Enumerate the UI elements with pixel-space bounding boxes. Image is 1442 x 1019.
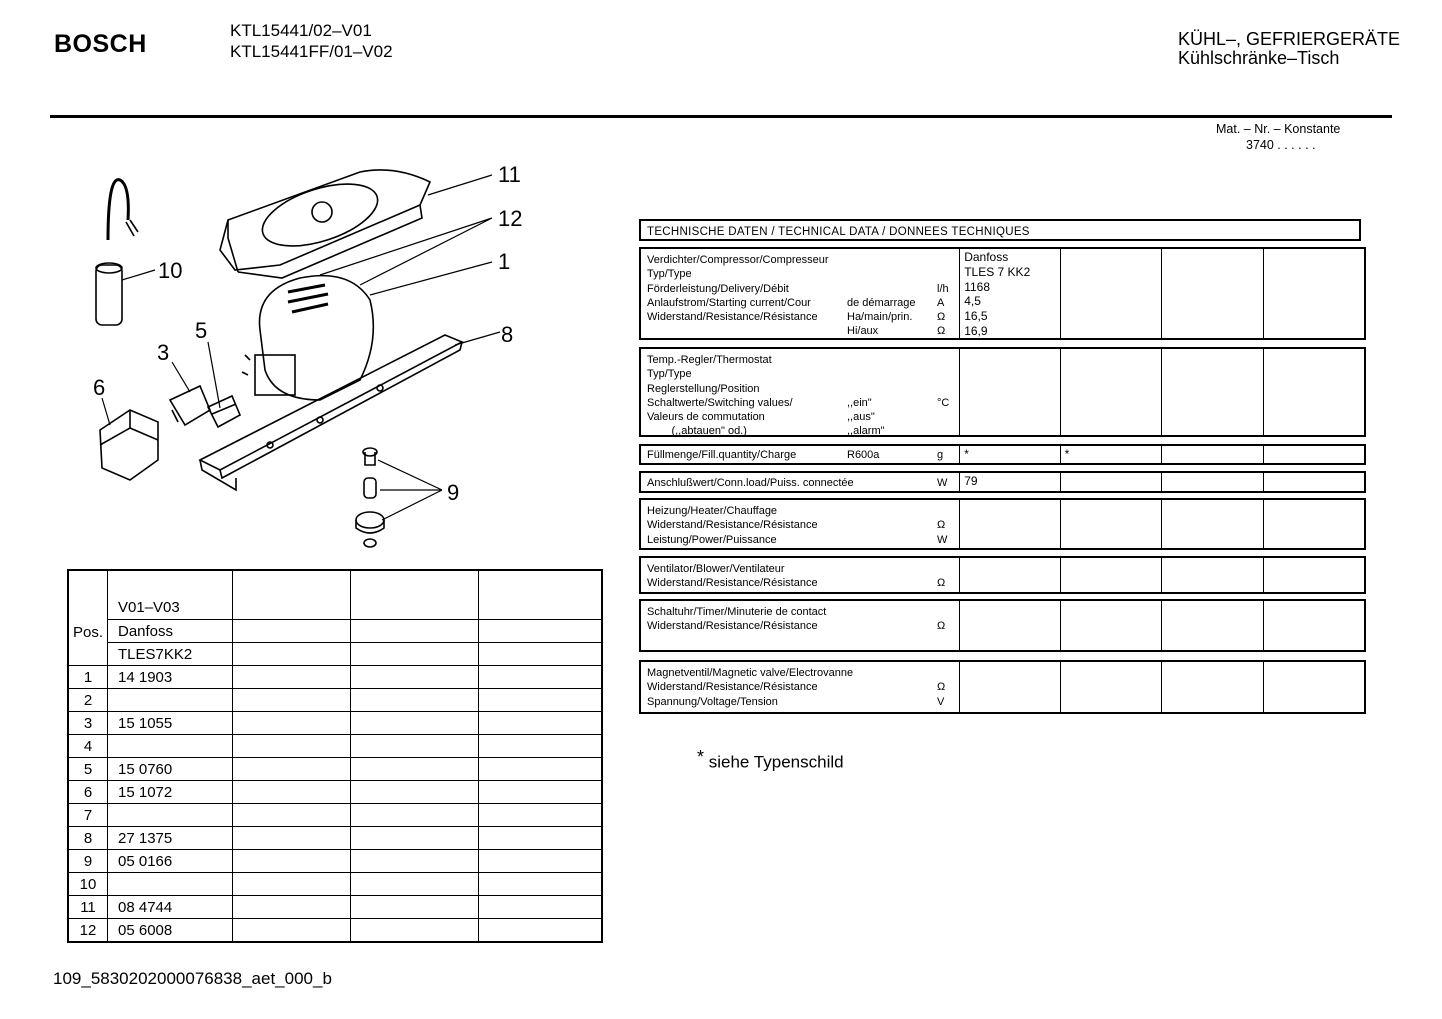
conn-block bbox=[639, 471, 1366, 493]
thermostat-unit: °C bbox=[937, 396, 950, 409]
compressor-sublabel: Ha/main/prin. bbox=[847, 311, 913, 324]
thermostat-label: Temp.-Regler/Thermostat bbox=[647, 354, 772, 366]
header-divider bbox=[50, 115, 1392, 118]
callout-10: 10 bbox=[158, 258, 183, 283]
empty-cell bbox=[479, 758, 603, 781]
empty-cell bbox=[351, 712, 479, 735]
thermostat-label: Typ/Type bbox=[647, 368, 692, 381]
valve-label: Widerstand/Resistance/Résistance bbox=[647, 681, 818, 694]
note-text: siehe Typenschild bbox=[708, 752, 844, 772]
blower-row bbox=[647, 562, 959, 576]
thermostat-sublabel: ,,aus" bbox=[847, 411, 875, 424]
compressor-unit: l/h bbox=[937, 282, 949, 295]
fastener-part bbox=[356, 448, 384, 547]
conn-labels bbox=[641, 473, 959, 491]
empty-cell bbox=[351, 758, 479, 781]
parts-table bbox=[67, 569, 603, 943]
part-number bbox=[108, 735, 233, 758]
fill-labels bbox=[641, 446, 959, 463]
variant-header: TLES7KK2 bbox=[108, 643, 233, 666]
empty-cell bbox=[479, 712, 603, 735]
compressor-value: Danfoss bbox=[964, 250, 1009, 264]
empty-cell bbox=[479, 873, 603, 896]
fill-value-1: * bbox=[959, 446, 1059, 463]
empty-cell bbox=[351, 781, 479, 804]
thermostat-row bbox=[647, 424, 959, 438]
compressor-row bbox=[647, 267, 959, 281]
callout-11: 11 bbox=[498, 162, 521, 187]
exploded-diagram bbox=[60, 160, 530, 560]
empty-cell bbox=[233, 595, 351, 620]
thermostat-labels bbox=[641, 349, 959, 438]
heater-labels bbox=[641, 500, 959, 548]
part-number: 27 1375 bbox=[108, 827, 233, 850]
empty-cell bbox=[233, 827, 351, 850]
compressor-label: Verdichter/Compressor/Compresseur bbox=[647, 254, 829, 266]
callout-3: 3 bbox=[157, 340, 170, 365]
thermostat-row bbox=[647, 382, 959, 396]
part-pos: 2 bbox=[68, 689, 108, 712]
parts-row bbox=[68, 804, 602, 827]
callout-12: 12 bbox=[498, 206, 523, 231]
part-number bbox=[108, 689, 233, 712]
heater-row bbox=[647, 518, 959, 532]
part-pos: 1 bbox=[68, 666, 108, 689]
empty-cell bbox=[479, 850, 603, 873]
model-1: KTL15441/02–V01 bbox=[230, 21, 372, 40]
mat-nr bbox=[1216, 121, 1340, 153]
compressor-row bbox=[647, 310, 959, 324]
category bbox=[1178, 30, 1400, 68]
compressor-value: 4,5 bbox=[964, 294, 981, 309]
callout-9: 9 bbox=[447, 480, 460, 505]
blower-labels bbox=[641, 558, 959, 592]
empty-cell bbox=[233, 666, 351, 689]
thermostat-row bbox=[647, 410, 959, 424]
parts-row bbox=[68, 781, 602, 804]
part-number: 14 1903 bbox=[108, 666, 233, 689]
fill-refrigerant: R600a bbox=[847, 449, 880, 461]
empty-cell bbox=[479, 689, 603, 712]
timer-row bbox=[647, 605, 959, 619]
parts-header-row bbox=[68, 643, 602, 666]
empty-cell bbox=[479, 919, 603, 943]
part-pos: 10 bbox=[68, 873, 108, 896]
compressor-row bbox=[647, 282, 959, 296]
part-number bbox=[108, 804, 233, 827]
blower-block bbox=[639, 556, 1366, 594]
part-pos: 8 bbox=[68, 827, 108, 850]
empty-cell bbox=[351, 620, 479, 643]
empty-cell bbox=[351, 850, 479, 873]
pos-header: Pos. bbox=[68, 570, 108, 666]
heater-block bbox=[639, 498, 1366, 550]
compressor-unit: Ω bbox=[937, 311, 946, 324]
callout-1: 1 bbox=[498, 249, 511, 274]
valve-unit: V bbox=[937, 695, 945, 708]
thermostat-row bbox=[647, 396, 959, 410]
compressor-unit: Ω bbox=[937, 325, 946, 338]
valve-label: Magnetventil/Magnetic valve/Electrovanne bbox=[647, 667, 854, 679]
variant-header: Danfoss bbox=[108, 620, 233, 643]
empty-cell bbox=[233, 712, 351, 735]
parts-row bbox=[68, 896, 602, 919]
empty-cell bbox=[233, 689, 351, 712]
thermostat-sublabel: ,,alarm" bbox=[847, 425, 885, 438]
empty-cell bbox=[233, 896, 351, 919]
empty-cell bbox=[351, 570, 479, 595]
part-pos: 3 bbox=[68, 712, 108, 735]
conn-unit: W bbox=[937, 477, 948, 489]
parts-row bbox=[68, 850, 602, 873]
valve-row bbox=[647, 695, 959, 709]
tech-title: TECHNISCHE DATEN / TECHNICAL DATA / DONNEES TECHNIQUES bbox=[639, 219, 1361, 241]
empty-cell bbox=[479, 827, 603, 850]
empty-cell bbox=[479, 620, 603, 643]
empty-cell bbox=[351, 804, 479, 827]
empty-cell bbox=[479, 735, 603, 758]
compressor-label: Förderleistung/Delivery/Débit bbox=[647, 282, 789, 295]
part-number: 15 1055 bbox=[108, 712, 233, 735]
variant-header: V01–V03 bbox=[108, 595, 233, 620]
category-line-1: KÜHL–, GEFRIERGERÄTE bbox=[1177, 29, 1400, 49]
blower-row bbox=[647, 576, 959, 590]
part-pos: 11 bbox=[68, 896, 108, 919]
timer-labels bbox=[641, 601, 959, 650]
clip-part bbox=[208, 396, 240, 427]
timer-block bbox=[639, 599, 1366, 652]
fill-label: Füllmenge/Fill.quantity/Charge bbox=[647, 449, 797, 461]
part-number: 08 4744 bbox=[108, 896, 233, 919]
type-plate-note bbox=[697, 745, 844, 773]
parts-row bbox=[68, 919, 602, 943]
empty-cell bbox=[351, 595, 479, 620]
timer-unit: Ω bbox=[937, 620, 946, 633]
empty-cell bbox=[351, 896, 479, 919]
heater-row bbox=[647, 533, 959, 547]
empty-cell bbox=[233, 873, 351, 896]
part-pos: 9 bbox=[68, 850, 108, 873]
part-number: 15 1072 bbox=[108, 781, 233, 804]
valve-row bbox=[647, 666, 959, 680]
valve-label: Spannung/Voltage/Tension bbox=[647, 695, 778, 708]
part-number bbox=[108, 873, 233, 896]
valve-unit: Ω bbox=[937, 681, 946, 694]
compressor-values bbox=[959, 249, 1059, 338]
empty-cell bbox=[233, 919, 351, 943]
part-pos: 7 bbox=[68, 804, 108, 827]
compressor-value: TLES 7 KK2 bbox=[964, 264, 1031, 279]
model-list bbox=[230, 20, 393, 62]
empty-cell bbox=[351, 689, 479, 712]
empty-cell bbox=[479, 643, 603, 666]
callout-5: 5 bbox=[195, 318, 208, 343]
heater-label: Heizung/Heater/Chauffage bbox=[647, 505, 778, 517]
compressor-sublabel: Hi/aux bbox=[847, 325, 879, 338]
part-number: 05 6008 bbox=[108, 919, 233, 943]
empty-cell bbox=[351, 643, 479, 666]
model-2: KTL15441FF/01–V02 bbox=[230, 42, 393, 61]
parts-row bbox=[68, 689, 602, 712]
part-pos: 4 bbox=[68, 735, 108, 758]
empty-cell bbox=[233, 804, 351, 827]
thermostat-label: Schaltwerte/Switching values/ bbox=[647, 396, 793, 409]
part-pos: 6 bbox=[68, 781, 108, 804]
category-line-2: Kühlschränke–Tisch bbox=[1177, 48, 1340, 68]
fill-value-2: * bbox=[1060, 446, 1161, 463]
callout-8: 8 bbox=[501, 322, 514, 347]
empty-cell bbox=[479, 666, 603, 689]
empty-cell bbox=[233, 850, 351, 873]
parts-header-row bbox=[68, 620, 602, 643]
parts-row bbox=[68, 827, 602, 850]
empty-cell bbox=[233, 758, 351, 781]
compressor-value: 16,9 bbox=[964, 323, 988, 338]
blower-label: Widerstand/Resistance/Résistance bbox=[647, 577, 818, 590]
blower-label: Ventilator/Blower/Ventilateur bbox=[647, 563, 785, 575]
empty-cell bbox=[479, 804, 603, 827]
brand-logo: BOSCH bbox=[54, 30, 147, 58]
empty-cell bbox=[479, 896, 603, 919]
parts-row bbox=[68, 873, 602, 896]
cover-part bbox=[220, 170, 430, 278]
empty-cell bbox=[479, 781, 603, 804]
valve-block bbox=[639, 660, 1366, 714]
empty-cell bbox=[233, 735, 351, 758]
valve-labels bbox=[641, 662, 959, 712]
mat-label: Mat. – Nr. – Konstante bbox=[1216, 122, 1341, 136]
parts-row bbox=[68, 712, 602, 735]
part-pos: 5 bbox=[68, 758, 108, 781]
compressor-value: 1168 bbox=[964, 279, 991, 294]
compressor-labels bbox=[641, 249, 959, 338]
empty-cell bbox=[233, 643, 351, 666]
compressor-value: 16,5 bbox=[964, 309, 988, 324]
empty-cell bbox=[233, 620, 351, 643]
valve-row bbox=[647, 680, 959, 694]
parts-row bbox=[68, 758, 602, 781]
mat-value: 3740 . . . . . . bbox=[1246, 138, 1316, 152]
parts-row bbox=[68, 735, 602, 758]
thermostat-label: Valeurs de commutation bbox=[647, 411, 765, 424]
compressor-row bbox=[647, 296, 959, 310]
parts-header-row bbox=[68, 595, 602, 620]
fill-block bbox=[639, 444, 1366, 465]
empty-cell bbox=[351, 873, 479, 896]
empty-cell bbox=[351, 666, 479, 689]
empty-cell bbox=[479, 570, 603, 595]
empty-cell bbox=[351, 735, 479, 758]
part-number: 15 0760 bbox=[108, 758, 233, 781]
conn-value: 79 bbox=[959, 473, 1059, 491]
heater-row bbox=[647, 504, 959, 518]
empty-cell bbox=[479, 595, 603, 620]
timer-label: Widerstand/Resistance/Résistance bbox=[647, 620, 818, 633]
conn-label: Anschlußwert/Conn.load/Puiss. connectée bbox=[647, 477, 854, 489]
empty-cell bbox=[233, 781, 351, 804]
heater-label: Leistung/Power/Puissance bbox=[647, 533, 777, 546]
compressor-label: Anlaufstrom/Starting current/Cour bbox=[647, 296, 811, 309]
heater-unit: Ω bbox=[937, 519, 946, 532]
parts-header-row bbox=[68, 570, 602, 595]
part-pos: 12 bbox=[68, 919, 108, 943]
thermostat-label: Reglerstellung/Position bbox=[647, 382, 760, 395]
callout-6: 6 bbox=[93, 375, 106, 400]
variant-header bbox=[108, 570, 233, 595]
thermostat-row bbox=[647, 367, 959, 381]
compressor-label: Typ/Type bbox=[647, 268, 692, 281]
empty-cell bbox=[351, 827, 479, 850]
compressor-sublabel: de démarrage bbox=[847, 296, 916, 309]
thermostat-row bbox=[647, 353, 959, 367]
timer-label: Schaltuhr/Timer/Minuterie de contact bbox=[647, 606, 827, 618]
compressor-unit: A bbox=[937, 296, 945, 309]
parts-row bbox=[68, 666, 602, 689]
heater-label: Widerstand/Resistance/Résistance bbox=[647, 519, 818, 532]
thermostat-label: (,,abtauen" od.) bbox=[647, 425, 747, 438]
capacitor-part bbox=[96, 180, 138, 325]
thermostat-block bbox=[639, 347, 1366, 437]
document-id: 109_5830202000076838_aet_000_b bbox=[53, 969, 332, 988]
compressor-label: Widerstand/Resistance/Résistance bbox=[647, 311, 818, 324]
part-number: 05 0166 bbox=[108, 850, 233, 873]
compressor-row bbox=[647, 253, 959, 267]
note-star: * bbox=[697, 747, 705, 767]
fill-unit: g bbox=[937, 449, 944, 461]
thermostat-sublabel: ,,ein" bbox=[847, 396, 872, 409]
compressor-block bbox=[639, 247, 1366, 340]
empty-cell bbox=[351, 919, 479, 943]
empty-cell bbox=[233, 570, 351, 595]
timer-row bbox=[647, 619, 959, 633]
blower-unit: Ω bbox=[937, 577, 946, 590]
heater-unit: W bbox=[937, 533, 948, 546]
